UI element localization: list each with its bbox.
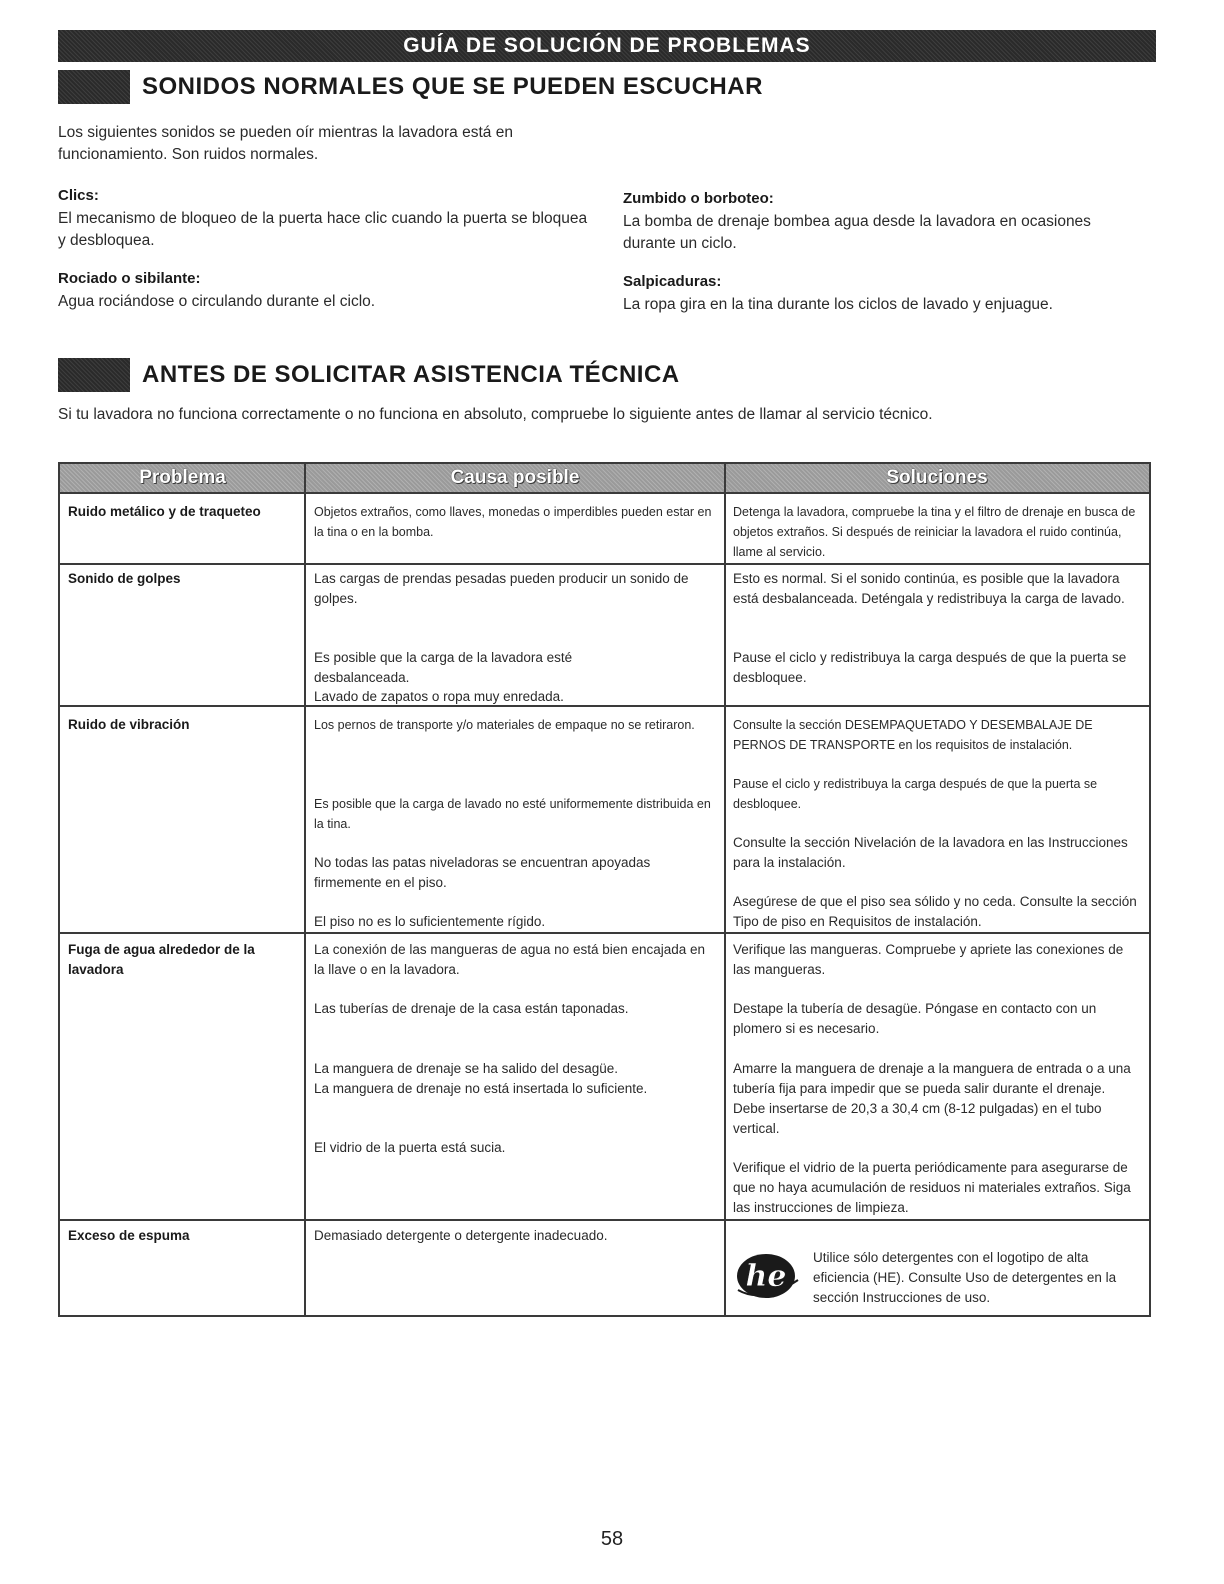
table-row-cause: La manguera de drenaje no está insertada lo suficiente. bbox=[314, 1081, 648, 1096]
table-row-problem: Sonido de golpes bbox=[68, 571, 181, 586]
sound-text-spray: Agua rociándose o circulando durante el ciclo. bbox=[58, 293, 376, 310]
sound-heading-hum: Zumbido o borboteo: bbox=[623, 190, 774, 207]
table-row-cause: Las cargas de prendas pesadas pueden producir un sonido de golpes. bbox=[314, 571, 689, 606]
section-title: ANTES DE SOLICITAR ASISTENCIA TÉCNICA bbox=[142, 361, 680, 388]
section-marker-block bbox=[58, 70, 130, 104]
sound-heading-splash: Salpicaduras: bbox=[623, 273, 722, 290]
section-header-normal-sounds bbox=[58, 70, 763, 104]
table-row-cause: Demasiado detergente o detergente inadecuado. bbox=[314, 1228, 608, 1243]
troubleshooting-table bbox=[58, 462, 1151, 1317]
column-divider bbox=[724, 464, 726, 1315]
section-marker-block bbox=[58, 358, 130, 392]
table-row-solution: Amarre la manguera de drenaje a la manguera de entrada o a una tubería fija para impedir que se pueda salir durante el drenaje. Debe insertarse de 20,3 a 30,4 cm (8-12 pulgadas) en el tubo vertical. bbox=[733, 1061, 1131, 1136]
sound-text-clicks: El mecanismo de bloqueo de la puerta hace clic cuando la puerta se bloquea y desbloquea. bbox=[58, 210, 588, 249]
column-divider bbox=[304, 464, 306, 1315]
table-row-cause: No todas las patas niveladoras se encuentran apoyadas firmemente en el piso. bbox=[314, 855, 651, 890]
table-row-solution: Consulte la sección DESEMPAQUETADO Y DESEMBALAJE DE PERNOS DE TRANSPORTE en los requisitos de instalación. bbox=[733, 718, 1093, 752]
table-row-cause: La manguera de drenaje se ha salido del desagüe. bbox=[314, 1061, 618, 1076]
sound-heading-spray: Rociado o sibilante: bbox=[58, 270, 201, 287]
table-row-solution: Asegúrese de que el piso sea sólido y no ceda. Consulte la sección Tipo de piso en Requisitos de instalación. bbox=[733, 894, 1137, 929]
table-row-cause: Objetos extraños, como llaves, monedas o imperdibles pueden estar en la tina o en la bomba. bbox=[314, 505, 712, 539]
table-row-solution: Pause el ciclo y redistribuya la carga después de que la puerta se desbloquee. bbox=[733, 650, 1127, 685]
table-row-problem: Exceso de espuma bbox=[68, 1228, 190, 1243]
column-header-solutions: Soluciones bbox=[886, 467, 988, 488]
table-row-problem: Fuga de agua alrededor de la lavadora bbox=[68, 942, 255, 977]
table-row-problem: Ruido de vibración bbox=[68, 717, 190, 732]
table-row-solution: Destape la tubería de desagüe. Póngase en contacto con un plomero si es necesario. bbox=[733, 1001, 1097, 1036]
row-divider bbox=[60, 1219, 1149, 1221]
table-row-solution: Esto es normal. Si el sonido continúa, es posible que la lavadora está desbalanceada. Deténgala y redistribuya la carga de lavado. bbox=[733, 571, 1125, 606]
row-divider bbox=[60, 563, 1149, 565]
table-row-solution: Detenga la lavadora, compruebe la tina y el filtro de drenaje en busca de objetos extraños. Si después de reiniciar la lavadora el ruido continúa, llame al servicio. bbox=[733, 505, 1136, 559]
sound-heading-clicks: Clics: bbox=[58, 187, 99, 204]
column-header-cause: Causa posible bbox=[450, 467, 580, 488]
table-row-solution: Utilice sólo detergentes con el logotipo de alta eficiencia (HE). Consulte Uso de detergentes en la sección Instrucciones de uso. bbox=[813, 1250, 1117, 1305]
table-row-solution: Pause el ciclo y redistribuya la carga después de que la puerta se desbloquee. bbox=[733, 777, 1098, 811]
table-row-solution: Consulte la sección Nivelación de la lavadora en las Instrucciones para la instalación. bbox=[733, 835, 1128, 870]
sound-text-hum: La bomba de drenaje bombea agua desde la lavadora en ocasiones durante un ciclo. bbox=[623, 213, 1091, 252]
table-row-cause: Los pernos de transporte y/o materiales de empaque no se retiraron. bbox=[314, 718, 695, 732]
table-row-solution: Verifique las mangueras. Compruebe y apriete las conexiones de las mangueras. bbox=[733, 942, 1124, 977]
table-row-cause: Es posible que la carga de lavado no esté uniformemente distribuida en la tina. bbox=[314, 797, 711, 831]
table-row-cause: Lavado de zapatos o ropa muy enredada. bbox=[314, 689, 564, 704]
he-logo-icon bbox=[732, 1246, 804, 1302]
column-header-problem: Problema bbox=[139, 467, 226, 488]
page-banner: GUÍA DE SOLUCIÓN DE PROBLEMAS bbox=[58, 30, 1156, 62]
table-row-cause: Las tuberías de drenaje de la casa están taponadas. bbox=[314, 1001, 629, 1016]
section-title: SONIDOS NORMALES QUE SE PUEDEN ESCUCHAR bbox=[142, 73, 763, 100]
section-intro: Los siguientes sonidos se pueden oír mientras la lavadora está en funcionamiento. Son ruidos normales. bbox=[58, 124, 513, 163]
he-logo-text: he bbox=[745, 1259, 787, 1294]
page-number: 58 bbox=[600, 1528, 624, 1550]
table-row-problem: Ruido metálico y de traqueteo bbox=[68, 504, 261, 519]
table-row-cause: El piso no es lo suficientemente rígido. bbox=[314, 914, 546, 929]
table-row-cause: La conexión de las mangueras de agua no está bien encajada en la llave o en la lavadora. bbox=[314, 942, 706, 977]
table-row-cause: Es posible que la carga de la lavadora esté desbalanceada. bbox=[314, 650, 573, 685]
sound-text-splash: La ropa gira en la tina durante los ciclos de lavado y enjuague. bbox=[623, 296, 1053, 313]
section-header-before-service bbox=[58, 358, 680, 392]
table-row-cause: El vidrio de la puerta está sucia. bbox=[314, 1140, 506, 1155]
table-header bbox=[60, 464, 1149, 494]
table-row-solution: Verifique el vidrio de la puerta periódicamente para asegurarse de que no haya acumulación de residuos ni materiales extraños. Siga las instrucciones de limpieza. bbox=[733, 1160, 1131, 1215]
section-intro: Si tu lavadora no funciona correctamente o no funciona en absoluto, compruebe lo siguiente antes de llamar al servicio técnico. bbox=[58, 406, 933, 423]
row-divider bbox=[60, 932, 1149, 934]
